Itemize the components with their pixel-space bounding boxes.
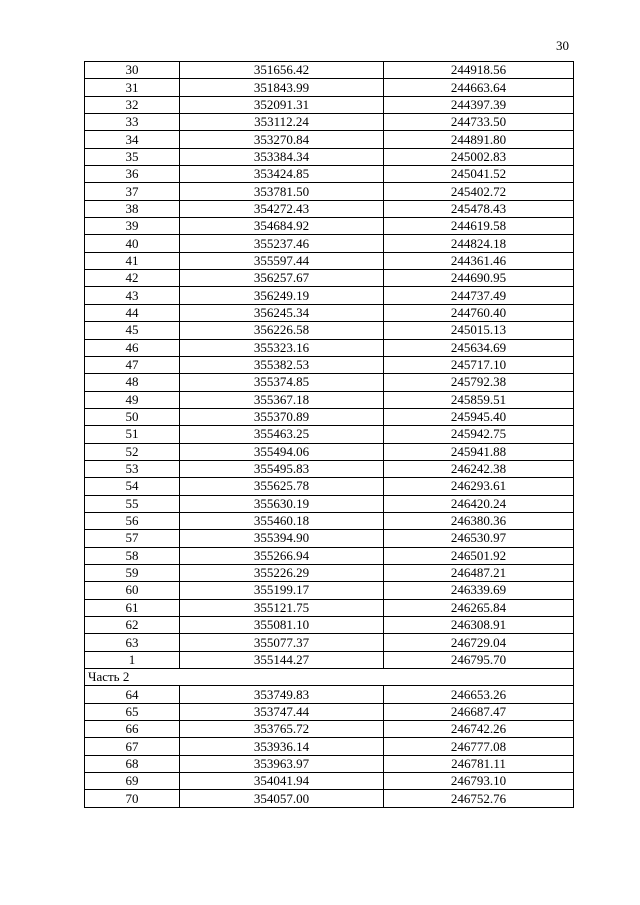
y-coordinate-cell: 246530.97: [384, 530, 574, 547]
table-row: [85, 270, 574, 287]
point-number-cell: 32: [85, 96, 180, 113]
table-row: [85, 235, 574, 252]
x-coordinate-cell: 353749.83: [180, 686, 384, 703]
table-row: [85, 287, 574, 304]
point-number-cell: 68: [85, 755, 180, 772]
x-coordinate-cell: 353747.44: [180, 703, 384, 720]
x-coordinate-cell: 354057.00: [180, 790, 384, 807]
section-label: Часть 2: [85, 669, 574, 686]
table-row: [85, 183, 574, 200]
point-number-cell: 42: [85, 270, 180, 287]
table-row: [85, 374, 574, 391]
x-coordinate-cell: 355597.44: [180, 252, 384, 269]
part1-rows: [85, 62, 574, 669]
x-coordinate-cell: 355374.85: [180, 374, 384, 391]
table-row: [85, 634, 574, 651]
x-coordinate-cell: 355199.17: [180, 582, 384, 599]
y-coordinate-cell: 246487.21: [384, 564, 574, 581]
table-row: [85, 218, 574, 235]
table-row: [85, 773, 574, 790]
x-coordinate-cell: 355495.83: [180, 460, 384, 477]
table-row: [85, 322, 574, 339]
x-coordinate-cell: 355077.37: [180, 634, 384, 651]
x-coordinate-cell: 355625.78: [180, 478, 384, 495]
point-number-cell: 58: [85, 547, 180, 564]
table-row: [85, 738, 574, 755]
x-coordinate-cell: 355494.06: [180, 443, 384, 460]
x-coordinate-cell: 355367.18: [180, 391, 384, 408]
table-row: [85, 304, 574, 321]
x-coordinate-cell: 353781.50: [180, 183, 384, 200]
point-number-cell: 52: [85, 443, 180, 460]
table-row: [85, 62, 574, 79]
point-number-cell: 31: [85, 79, 180, 96]
y-coordinate-cell: 244891.80: [384, 131, 574, 148]
x-coordinate-cell: 352091.31: [180, 96, 384, 113]
y-coordinate-cell: 244733.50: [384, 114, 574, 131]
table-row: [85, 166, 574, 183]
x-coordinate-cell: 356249.19: [180, 287, 384, 304]
x-coordinate-cell: 355460.18: [180, 512, 384, 529]
y-coordinate-cell: 245015.13: [384, 322, 574, 339]
y-coordinate-cell: 246380.36: [384, 512, 574, 529]
y-coordinate-cell: 246242.38: [384, 460, 574, 477]
y-coordinate-cell: 246308.91: [384, 617, 574, 634]
point-number-cell: 59: [85, 564, 180, 581]
x-coordinate-cell: 355394.90: [180, 530, 384, 547]
x-coordinate-cell: 355081.10: [180, 617, 384, 634]
y-coordinate-cell: 246687.47: [384, 703, 574, 720]
y-coordinate-cell: 245942.75: [384, 426, 574, 443]
x-coordinate-cell: 353765.72: [180, 721, 384, 738]
point-number-cell: 48: [85, 374, 180, 391]
y-coordinate-cell: 245002.83: [384, 148, 574, 165]
point-number-cell: 40: [85, 235, 180, 252]
y-coordinate-cell: 245945.40: [384, 408, 574, 425]
table-row: [85, 460, 574, 477]
y-coordinate-cell: 246339.69: [384, 582, 574, 599]
table-row: [85, 703, 574, 720]
table-row: [85, 547, 574, 564]
y-coordinate-cell: 246795.70: [384, 651, 574, 668]
x-coordinate-cell: 353936.14: [180, 738, 384, 755]
point-number-cell: 38: [85, 200, 180, 217]
table-row: [85, 582, 574, 599]
table-row: [85, 391, 574, 408]
table-row: [85, 478, 574, 495]
table-row: [85, 443, 574, 460]
point-number-cell: 70: [85, 790, 180, 807]
x-coordinate-cell: 353112.24: [180, 114, 384, 131]
y-coordinate-cell: 245717.10: [384, 356, 574, 373]
table-row: [85, 617, 574, 634]
x-coordinate-cell: 356245.34: [180, 304, 384, 321]
table-row: [85, 599, 574, 616]
point-number-cell: 69: [85, 773, 180, 790]
section-row: [85, 669, 574, 686]
y-coordinate-cell: 244361.46: [384, 252, 574, 269]
point-number-cell: 36: [85, 166, 180, 183]
point-number-cell: 50: [85, 408, 180, 425]
table-row: [85, 495, 574, 512]
y-coordinate-cell: 244760.40: [384, 304, 574, 321]
table-row: [85, 114, 574, 131]
y-coordinate-cell: 245859.51: [384, 391, 574, 408]
x-coordinate-cell: 351656.42: [180, 62, 384, 79]
point-number-cell: 45: [85, 322, 180, 339]
point-number-cell: 62: [85, 617, 180, 634]
coordinates-table: [84, 61, 574, 808]
x-coordinate-cell: 355463.25: [180, 426, 384, 443]
point-number-cell: 33: [85, 114, 180, 131]
x-coordinate-cell: 353424.85: [180, 166, 384, 183]
y-coordinate-cell: 244663.64: [384, 79, 574, 96]
y-coordinate-cell: 246293.61: [384, 478, 574, 495]
y-coordinate-cell: 246265.84: [384, 599, 574, 616]
table-row: [85, 651, 574, 668]
y-coordinate-cell: 244918.56: [384, 62, 574, 79]
point-number-cell: 67: [85, 738, 180, 755]
y-coordinate-cell: 246729.04: [384, 634, 574, 651]
y-coordinate-cell: 245941.88: [384, 443, 574, 460]
y-coordinate-cell: 245041.52: [384, 166, 574, 183]
table-row: [85, 131, 574, 148]
x-coordinate-cell: 354272.43: [180, 200, 384, 217]
y-coordinate-cell: 244397.39: [384, 96, 574, 113]
y-coordinate-cell: 244737.49: [384, 287, 574, 304]
table-row: [85, 530, 574, 547]
table-row: [85, 512, 574, 529]
point-number-cell: 63: [85, 634, 180, 651]
point-number-cell: 43: [85, 287, 180, 304]
section-2-header: [85, 669, 574, 686]
y-coordinate-cell: 244690.95: [384, 270, 574, 287]
y-coordinate-cell: 244824.18: [384, 235, 574, 252]
x-coordinate-cell: 355237.46: [180, 235, 384, 252]
table-row: [85, 200, 574, 217]
y-coordinate-cell: 246653.26: [384, 686, 574, 703]
y-coordinate-cell: 245402.72: [384, 183, 574, 200]
x-coordinate-cell: 355144.27: [180, 651, 384, 668]
table-row: [85, 356, 574, 373]
x-coordinate-cell: 355121.75: [180, 599, 384, 616]
y-coordinate-cell: 245634.69: [384, 339, 574, 356]
y-coordinate-cell: 246777.08: [384, 738, 574, 755]
x-coordinate-cell: 355370.89: [180, 408, 384, 425]
table-row: [85, 148, 574, 165]
y-coordinate-cell: 246420.24: [384, 495, 574, 512]
table-row: [85, 686, 574, 703]
point-number-cell: 46: [85, 339, 180, 356]
table-row: [85, 79, 574, 96]
point-number-cell: 65: [85, 703, 180, 720]
y-coordinate-cell: 244619.58: [384, 218, 574, 235]
table-row: [85, 721, 574, 738]
x-coordinate-cell: 355630.19: [180, 495, 384, 512]
x-coordinate-cell: 355382.53: [180, 356, 384, 373]
x-coordinate-cell: 353270.84: [180, 131, 384, 148]
page-number: 30: [556, 38, 569, 53]
x-coordinate-cell: 351843.99: [180, 79, 384, 96]
point-number-cell: 60: [85, 582, 180, 599]
table-row: [85, 96, 574, 113]
table-row: [85, 426, 574, 443]
point-number-cell: 53: [85, 460, 180, 477]
point-number-cell: 54: [85, 478, 180, 495]
y-coordinate-cell: 246793.10: [384, 773, 574, 790]
table-row: [85, 790, 574, 807]
point-number-cell: 56: [85, 512, 180, 529]
point-number-cell: 49: [85, 391, 180, 408]
point-number-cell: 41: [85, 252, 180, 269]
point-number-cell: 64: [85, 686, 180, 703]
x-coordinate-cell: 356257.67: [180, 270, 384, 287]
y-coordinate-cell: 246781.11: [384, 755, 574, 772]
y-coordinate-cell: 246752.76: [384, 790, 574, 807]
point-number-cell: 44: [85, 304, 180, 321]
table-row: [85, 339, 574, 356]
point-number-cell: 51: [85, 426, 180, 443]
x-coordinate-cell: 354041.94: [180, 773, 384, 790]
point-number-cell: 37: [85, 183, 180, 200]
point-number-cell: 47: [85, 356, 180, 373]
point-number-cell: 39: [85, 218, 180, 235]
x-coordinate-cell: 354684.92: [180, 218, 384, 235]
point-number-cell: 35: [85, 148, 180, 165]
x-coordinate-cell: 353963.97: [180, 755, 384, 772]
point-number-cell: 61: [85, 599, 180, 616]
point-number-cell: 34: [85, 131, 180, 148]
table-row: [85, 755, 574, 772]
y-coordinate-cell: 246501.92: [384, 547, 574, 564]
x-coordinate-cell: 355323.16: [180, 339, 384, 356]
y-coordinate-cell: 246742.26: [384, 721, 574, 738]
y-coordinate-cell: 245792.38: [384, 374, 574, 391]
point-number-cell: 55: [85, 495, 180, 512]
point-number-cell: 66: [85, 721, 180, 738]
table-row: [85, 564, 574, 581]
point-number-cell: 30: [85, 62, 180, 79]
x-coordinate-cell: 356226.58: [180, 322, 384, 339]
x-coordinate-cell: 353384.34: [180, 148, 384, 165]
part2-rows: [85, 686, 574, 807]
point-number-cell: 1: [85, 651, 180, 668]
x-coordinate-cell: 355226.29: [180, 564, 384, 581]
x-coordinate-cell: 355266.94: [180, 547, 384, 564]
y-coordinate-cell: 245478.43: [384, 200, 574, 217]
table-row: [85, 408, 574, 425]
point-number-cell: 57: [85, 530, 180, 547]
table-row: [85, 252, 574, 269]
